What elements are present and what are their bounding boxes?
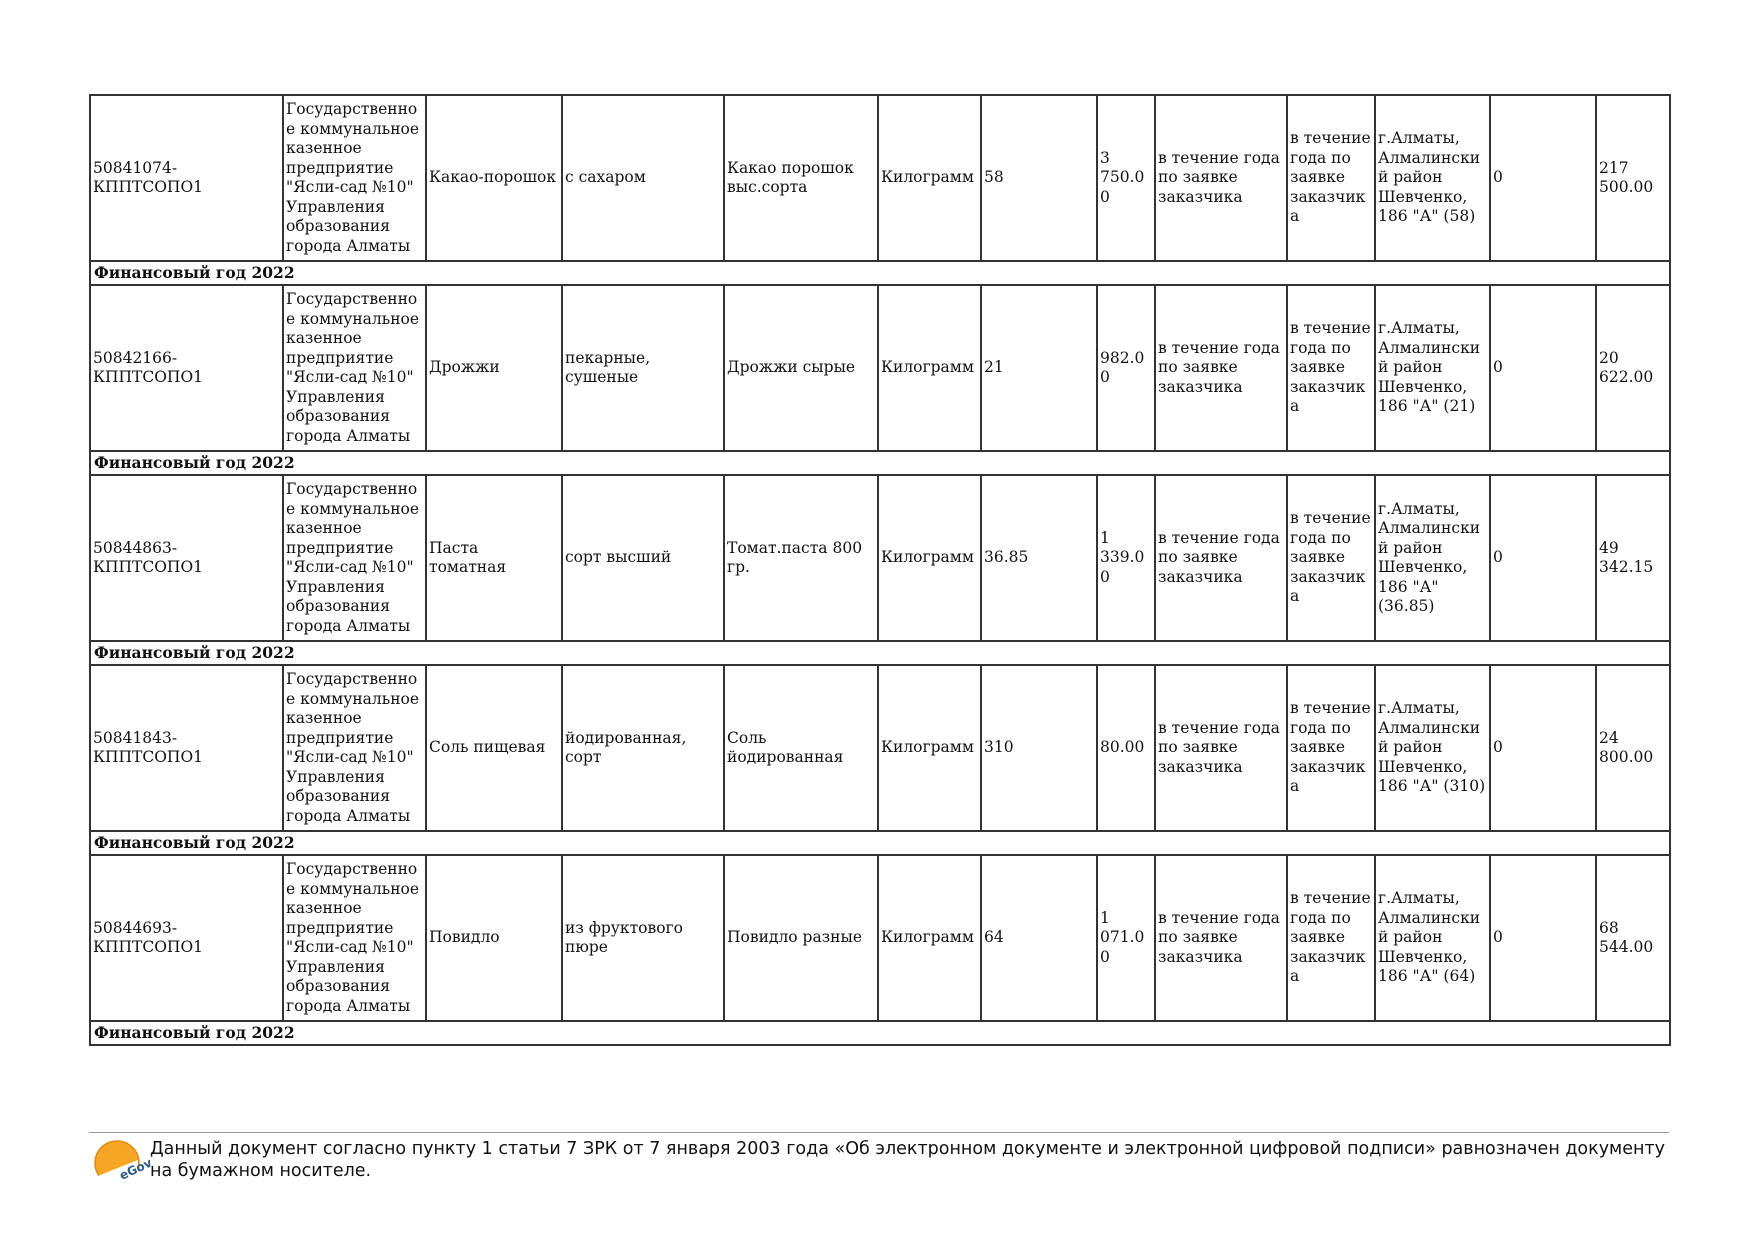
total-cell: 217 500.00 (1596, 95, 1670, 261)
delivery-term-cell: в течение года по заявке заказчика (1155, 855, 1287, 1021)
payment-term-cell: в течение года по заявке заказчика (1287, 855, 1375, 1021)
characteristic-cell: пекарные, сушеные (562, 285, 724, 451)
financial-year-row (90, 261, 1670, 285)
financial-year-label: Финансовый год 2022 (90, 261, 1670, 285)
description-cell: Томат.паста 800 гр. (724, 475, 878, 641)
unit-cell: Килограмм (878, 95, 981, 261)
quantity-cell: 36.85 (981, 475, 1097, 641)
delivery-place-cell: г.Алматы, Алмалинский район Шевченко, 186 "А" (310) (1375, 665, 1490, 831)
financial-year-row (90, 641, 1670, 665)
table-row (90, 855, 1670, 1021)
payment-term-cell: в течение года по заявке заказчика (1287, 475, 1375, 641)
delivery-place-cell: г.Алматы, Алмалинский район Шевченко, 186 "А" (64) (1375, 855, 1490, 1021)
description-cell: Соль йодированная (724, 665, 878, 831)
item-name-cell: Паста томатная (426, 475, 562, 641)
procurement-table (89, 94, 1671, 1046)
payment-term-cell: в течение года по заявке заказчика (1287, 95, 1375, 261)
description-cell: Дрожжи сырые (724, 285, 878, 451)
quantity-cell: 64 (981, 855, 1097, 1021)
total-cell: 68 544.00 (1596, 855, 1670, 1021)
item-name-cell: Повидло (426, 855, 562, 1021)
legal-disclaimer: Данный документ согласно пункту 1 статьи 7 ЗРК от 7 января 2003 года «Об электронном документе и электронной цифровой подписи» равнозначен документу на бумажном носителе. (150, 1139, 1666, 1181)
description-cell: Какао порошок выс.сорта (724, 95, 878, 261)
financial-year-label: Финансовый год 2022 (90, 831, 1670, 855)
item-code-cell: 50844693-КППТСОПО1 (90, 855, 283, 1021)
customer-cell: Государственное коммунальное казенное предприятие "Ясли-сад №10" Управления образования города Алматы (283, 665, 426, 831)
characteristic-cell: из фруктового пюре (562, 855, 724, 1021)
delivery-place-cell: г.Алматы, Алмалинский район Шевченко, 186 "А" (36.85) (1375, 475, 1490, 641)
table-row (90, 475, 1670, 641)
advance-cell: 0 (1490, 665, 1596, 831)
item-name-cell: Какао-порошок (426, 95, 562, 261)
table-row (90, 665, 1670, 831)
description-cell: Повидло разные (724, 855, 878, 1021)
delivery-place-cell: г.Алматы, Алмалинский район Шевченко, 186 "А" (58) (1375, 95, 1490, 261)
item-name-cell: Дрожжи (426, 285, 562, 451)
price-cell: 982.00 (1097, 285, 1155, 451)
advance-cell: 0 (1490, 285, 1596, 451)
financial-year-label: Финансовый год 2022 (90, 641, 1670, 665)
footer-divider (89, 1132, 1669, 1133)
financial-year-label: Финансовый год 2022 (90, 451, 1670, 475)
price-cell: 3 750.00 (1097, 95, 1155, 261)
price-cell: 1 071.00 (1097, 855, 1155, 1021)
quantity-cell: 58 (981, 95, 1097, 261)
delivery-term-cell: в течение года по заявке заказчика (1155, 285, 1287, 451)
table-row (90, 95, 1670, 261)
total-cell: 20 622.00 (1596, 285, 1670, 451)
table-row (90, 285, 1670, 451)
delivery-place-cell: г.Алматы, Алмалинский район Шевченко, 186 "А" (21) (1375, 285, 1490, 451)
payment-term-cell: в течение года по заявке заказчика (1287, 285, 1375, 451)
item-name-cell: Соль пищевая (426, 665, 562, 831)
delivery-term-cell: в течение года по заявке заказчика (1155, 95, 1287, 261)
item-code-cell: 50841074-КППТСОПО1 (90, 95, 283, 261)
delivery-term-cell: в течение года по заявке заказчика (1155, 665, 1287, 831)
characteristic-cell: сорт высший (562, 475, 724, 641)
advance-cell: 0 (1490, 95, 1596, 261)
financial-year-label: Финансовый год 2022 (90, 1021, 1670, 1045)
quantity-cell: 21 (981, 285, 1097, 451)
item-code-cell: 50842166-КППТСОПО1 (90, 285, 283, 451)
advance-cell: 0 (1490, 475, 1596, 641)
financial-year-row (90, 1021, 1670, 1045)
e-gov-seal-icon (92, 1138, 155, 1188)
financial-year-row (90, 831, 1670, 855)
total-cell: 49 342.15 (1596, 475, 1670, 641)
characteristic-cell: с сахаром (562, 95, 724, 261)
unit-cell: Килограмм (878, 855, 981, 1021)
customer-cell: Государственное коммунальное казенное предприятие "Ясли-сад №10" Управления образования города Алматы (283, 855, 426, 1021)
financial-year-row (90, 451, 1670, 475)
item-code-cell: 50841843-КППТСОПО1 (90, 665, 283, 831)
quantity-cell: 310 (981, 665, 1097, 831)
unit-cell: Килограмм (878, 285, 981, 451)
unit-cell: Килограмм (878, 475, 981, 641)
customer-cell: Государственное коммунальное казенное предприятие "Ясли-сад №10" Управления образования города Алматы (283, 475, 426, 641)
price-cell: 80.00 (1097, 665, 1155, 831)
total-cell: 24 800.00 (1596, 665, 1670, 831)
unit-cell: Килограмм (878, 665, 981, 831)
item-code-cell: 50844863-КППТСОПО1 (90, 475, 283, 641)
price-cell: 1 339.00 (1097, 475, 1155, 641)
characteristic-cell: йодированная, сорт (562, 665, 724, 831)
logo-text: eGov (117, 1155, 155, 1183)
table-body (90, 95, 1670, 1045)
customer-cell: Государственное коммунальное казенное предприятие "Ясли-сад №10" Управления образования города Алматы (283, 285, 426, 451)
payment-term-cell: в течение года по заявке заказчика (1287, 665, 1375, 831)
customer-cell: Государственное коммунальное казенное предприятие "Ясли-сад №10" Управления образования города Алматы (283, 95, 426, 261)
advance-cell: 0 (1490, 855, 1596, 1021)
delivery-term-cell: в течение года по заявке заказчика (1155, 475, 1287, 641)
